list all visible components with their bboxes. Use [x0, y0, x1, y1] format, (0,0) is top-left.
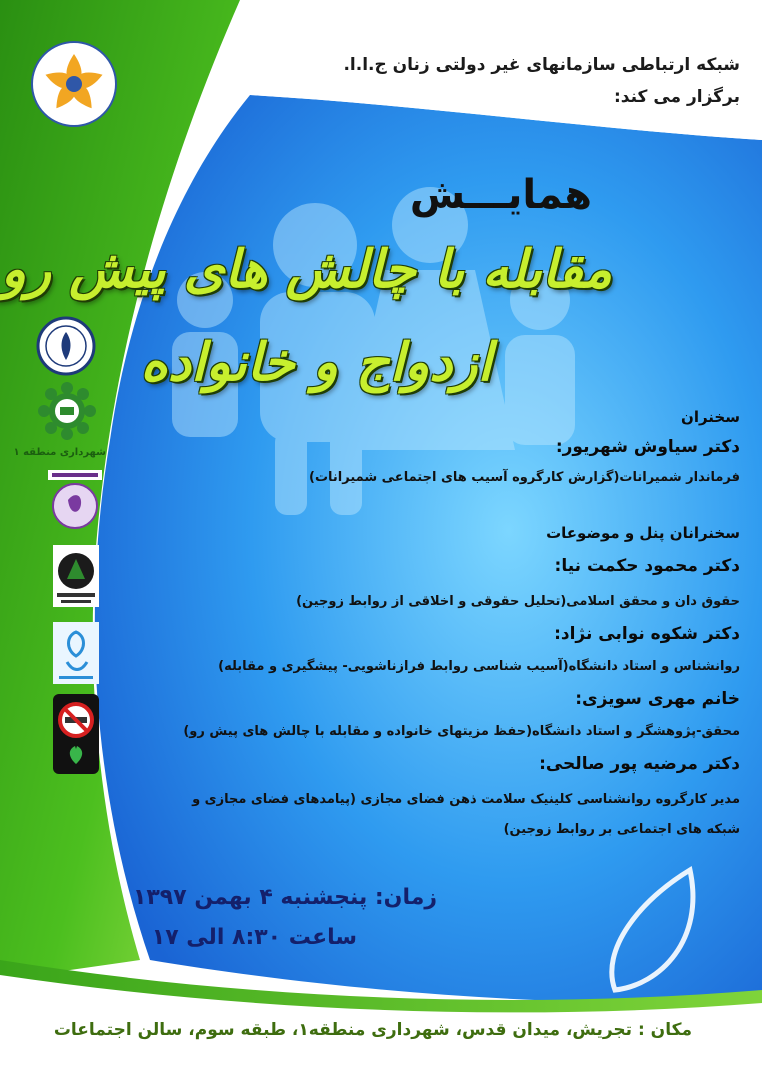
panel-speaker-3-desc: محقق-پژوهشگر و استاد دانشگاه(حفظ مزیتهای خانواده و مقابله با چالش های پیش رو)	[183, 724, 740, 739]
organizer-line-1: شبکه ارتباطی سازمانهای غیر دولتی زنان ج.ا.ا.	[343, 55, 740, 75]
panel-heading: سخنرانان پنل و موضوعات	[546, 524, 740, 542]
association-logo	[48, 470, 102, 532]
speakers-heading: سخنران	[681, 408, 740, 426]
panel-speaker-1-desc: حقوق دان و محقق اسلامی(تحلیل حقوقی و اخلاقی از روابط زوجین)	[296, 594, 740, 609]
keynote-speaker-name: دکتر سیاوش شهریور:	[555, 437, 740, 457]
organizer-line-2: برگزار می کند:	[613, 87, 740, 107]
panel-speaker-2-name: دکتر شکوه نوابی نژاد:	[554, 624, 740, 644]
conference-title-line-2: ازدواج و خانواده	[140, 333, 492, 393]
panel-speaker-4-name: دکتر مرضیه پور صالحی:	[539, 754, 740, 774]
municipality-caption: شهرداری منطقه ۱	[13, 447, 106, 458]
keynote-speaker-desc: فرماندار شمیرانات(گزارش کارگروه آسیب های اجتماعی شمیرانات)	[309, 470, 740, 485]
no-smoking-logo	[53, 694, 99, 774]
network-logo	[30, 40, 118, 128]
panel-speaker-2-desc: روانشناس و استاد دانشگاه(آسیب شناسی روابط فرازناشویی- پیشگیری و مقابله)	[218, 659, 740, 674]
panel-speaker-4-desc-line-1: مدیر کارگروه روانشناسی کلینیک سلامت ذهن فضای مجازی (پیامدهای فضای مجازی و	[192, 792, 740, 807]
panel-speaker-4-desc-line-2: شبکه های اجتماعی بر روابط زوجین)	[503, 822, 740, 837]
family-health-logo	[53, 622, 99, 684]
government-seal-logo	[36, 316, 96, 376]
panel-speaker-1-name: دکتر محمود حکمت نیا:	[554, 556, 740, 576]
event-date: زمان: پنجشنبه ۴ بهمن ۱۳۹۷	[132, 885, 437, 910]
womens-society-logo	[53, 545, 99, 607]
panel-speaker-3-name: خانم مهری سویزی:	[575, 689, 740, 709]
municipality-logo	[38, 380, 96, 442]
event-location: مکان : تجریش، میدان قدس، شهرداری منطقه۱، طبقه سوم، سالن اجتماعات	[53, 1020, 692, 1040]
conference-label: همایـــش	[409, 172, 592, 218]
conference-title-line-1: مقابله با چالش های پیش رو	[0, 240, 612, 300]
event-hours: ساعت ۸:۳۰ الی ۱۷	[151, 925, 357, 950]
